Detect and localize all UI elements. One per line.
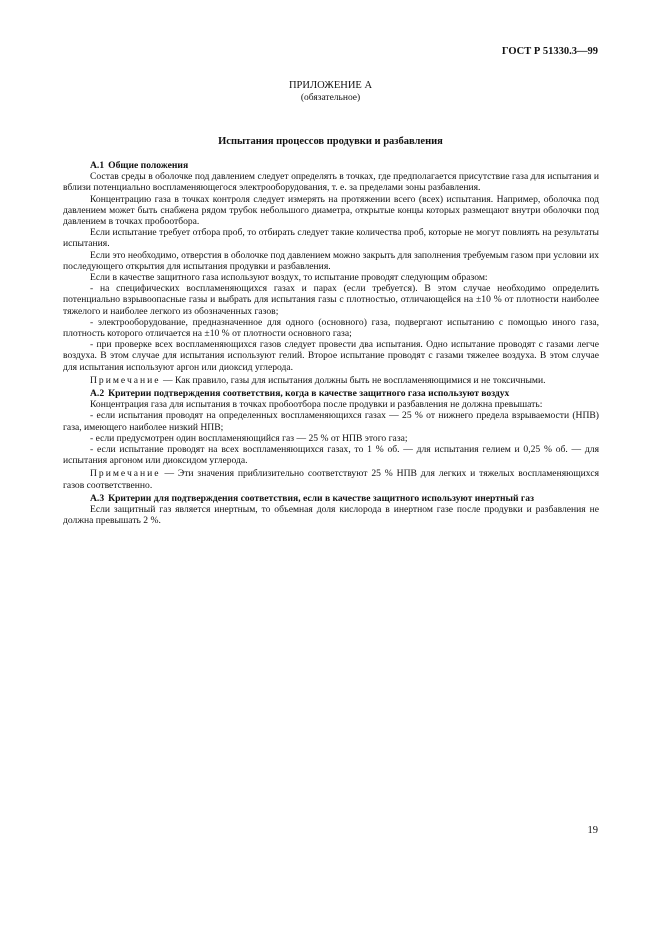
subsection-title: Критерии для подтверждения соответствия, если в качестве защитного используют инертный газ — [108, 492, 534, 504]
paragraph: Концентрация газа для испытания в точках пробоотбора после продувки и разбавления не должна превышать: — [90, 399, 543, 411]
note-label: Примечание — [90, 468, 161, 480]
document-body — [63, 158, 599, 527]
paragraph: - на специфических воспламеняющихся газах и парах (если требуется). В этом случае необходимо определить потенциально взрывоопасные газы и выбрать для испытания газы с плотностью, отличающейся на ±10 % от плотности наиболее тяжелого и наиболее легкого из обозначенных газов; — [63, 283, 599, 317]
section-title: Испытания процессов продувки и разбавления — [218, 136, 443, 147]
paragraph: Состав среды в оболочке под давлением следует определять в точках, где предполагается присутствие газа для испытания и вблизи потенциально воспламеняющегося электрооборудования, т. е. за пределами зоны разбавления. — [63, 171, 599, 194]
paragraph: Концентрацию газа в точках контроля следует измерять на протяжении всего (всех) испытания. Например, оболочка под давлением может быть снабжена рядом трубок небольшого диаметра, открытые концы которых размещают внутри оболочки под давлением в точках пробоотбора. — [63, 193, 599, 228]
note — [63, 468, 599, 490]
note-text: — Эти значения приблизительно соответствуют 25 % НПВ для легких и тяжелых воспламеняющихся газов соответственно. — [63, 468, 599, 491]
appendix-status: (обязательное) — [300, 93, 361, 103]
subsection-heading-a1 — [63, 160, 599, 171]
paragraph: - если предусмотрен один воспламеняющийся газ — 25 % от НПВ этого газа; — [90, 432, 408, 444]
appendix-heading — [0, 80, 661, 104]
appendix-title: ПРИЛОЖЕНИЕ А — [288, 80, 373, 91]
subsection-title: Критерии подтверждения соответствия, когда в качестве защитного газа используют воздух — [108, 388, 510, 400]
subsection-number: А.1 — [90, 160, 105, 171]
paragraph: - если испытания проводят на определенных воспламеняющихся газах — 25 % от нижнего предела взрываемости (НПВ) газа, имеющего наиболее низкий НПВ; — [63, 410, 599, 433]
subsection-heading-a3 — [63, 493, 599, 504]
note — [63, 375, 599, 386]
page-number: 19 — [587, 825, 598, 836]
note-label: Примечание — [90, 374, 161, 386]
standard-header: ГОСТ Р 51330.3—99 — [501, 46, 598, 57]
paragraph: - электрооборудование, предназначенное для одного (основного) газа, подвергают испытанию с помощью иного газа, плотность которого отличается на ±10 % от плотности основного газа; — [63, 316, 599, 340]
paragraph: Если это необходимо, отверстия в оболочке под давлением можно закрыть для заполнения требуемым газом при условии их последующего открытия для испытания продувки и разбавления. — [63, 249, 599, 272]
subsection-title: Общие положения — [108, 160, 189, 171]
paragraph: Если испытание требует отбора проб, то отбирать следует такие количества проб, которые не могут повлиять на результаты испытания. — [63, 227, 599, 250]
paragraph: Если защитный газ является инертным, то объемная доля кислорода в инертном газе после продувки и разбавления не должна превышать 2 %. — [63, 504, 599, 527]
subsection-number: А.2 — [90, 388, 105, 400]
paragraph: Если в качестве защитного газа используют воздух, то испытание проводят следующим образом: — [90, 272, 488, 284]
note-text: — Как правило, газы для испытания должны быть не воспламеняющимися и не токсичными. — [162, 374, 546, 386]
paragraph: - при проверке всех воспламеняющихся газов следует провести два испытания. Одно испытание проводят с газами легче воздуха. В этом случае для испытания используют гелий. Второе испытание проводят с газами тяжелее воздуха. В этом случае для испытания используют аргон или диоксид углерода. — [63, 339, 599, 373]
subsection-number: А.3 — [90, 492, 105, 504]
paragraph: - если испытание проводят на всех воспламеняющихся газах, то 1 % об. — для испытания гелием и 0,25 % об. — для испытания аргоном или диоксидом углерода. — [63, 444, 599, 467]
subsection-heading-a2 — [63, 388, 599, 399]
